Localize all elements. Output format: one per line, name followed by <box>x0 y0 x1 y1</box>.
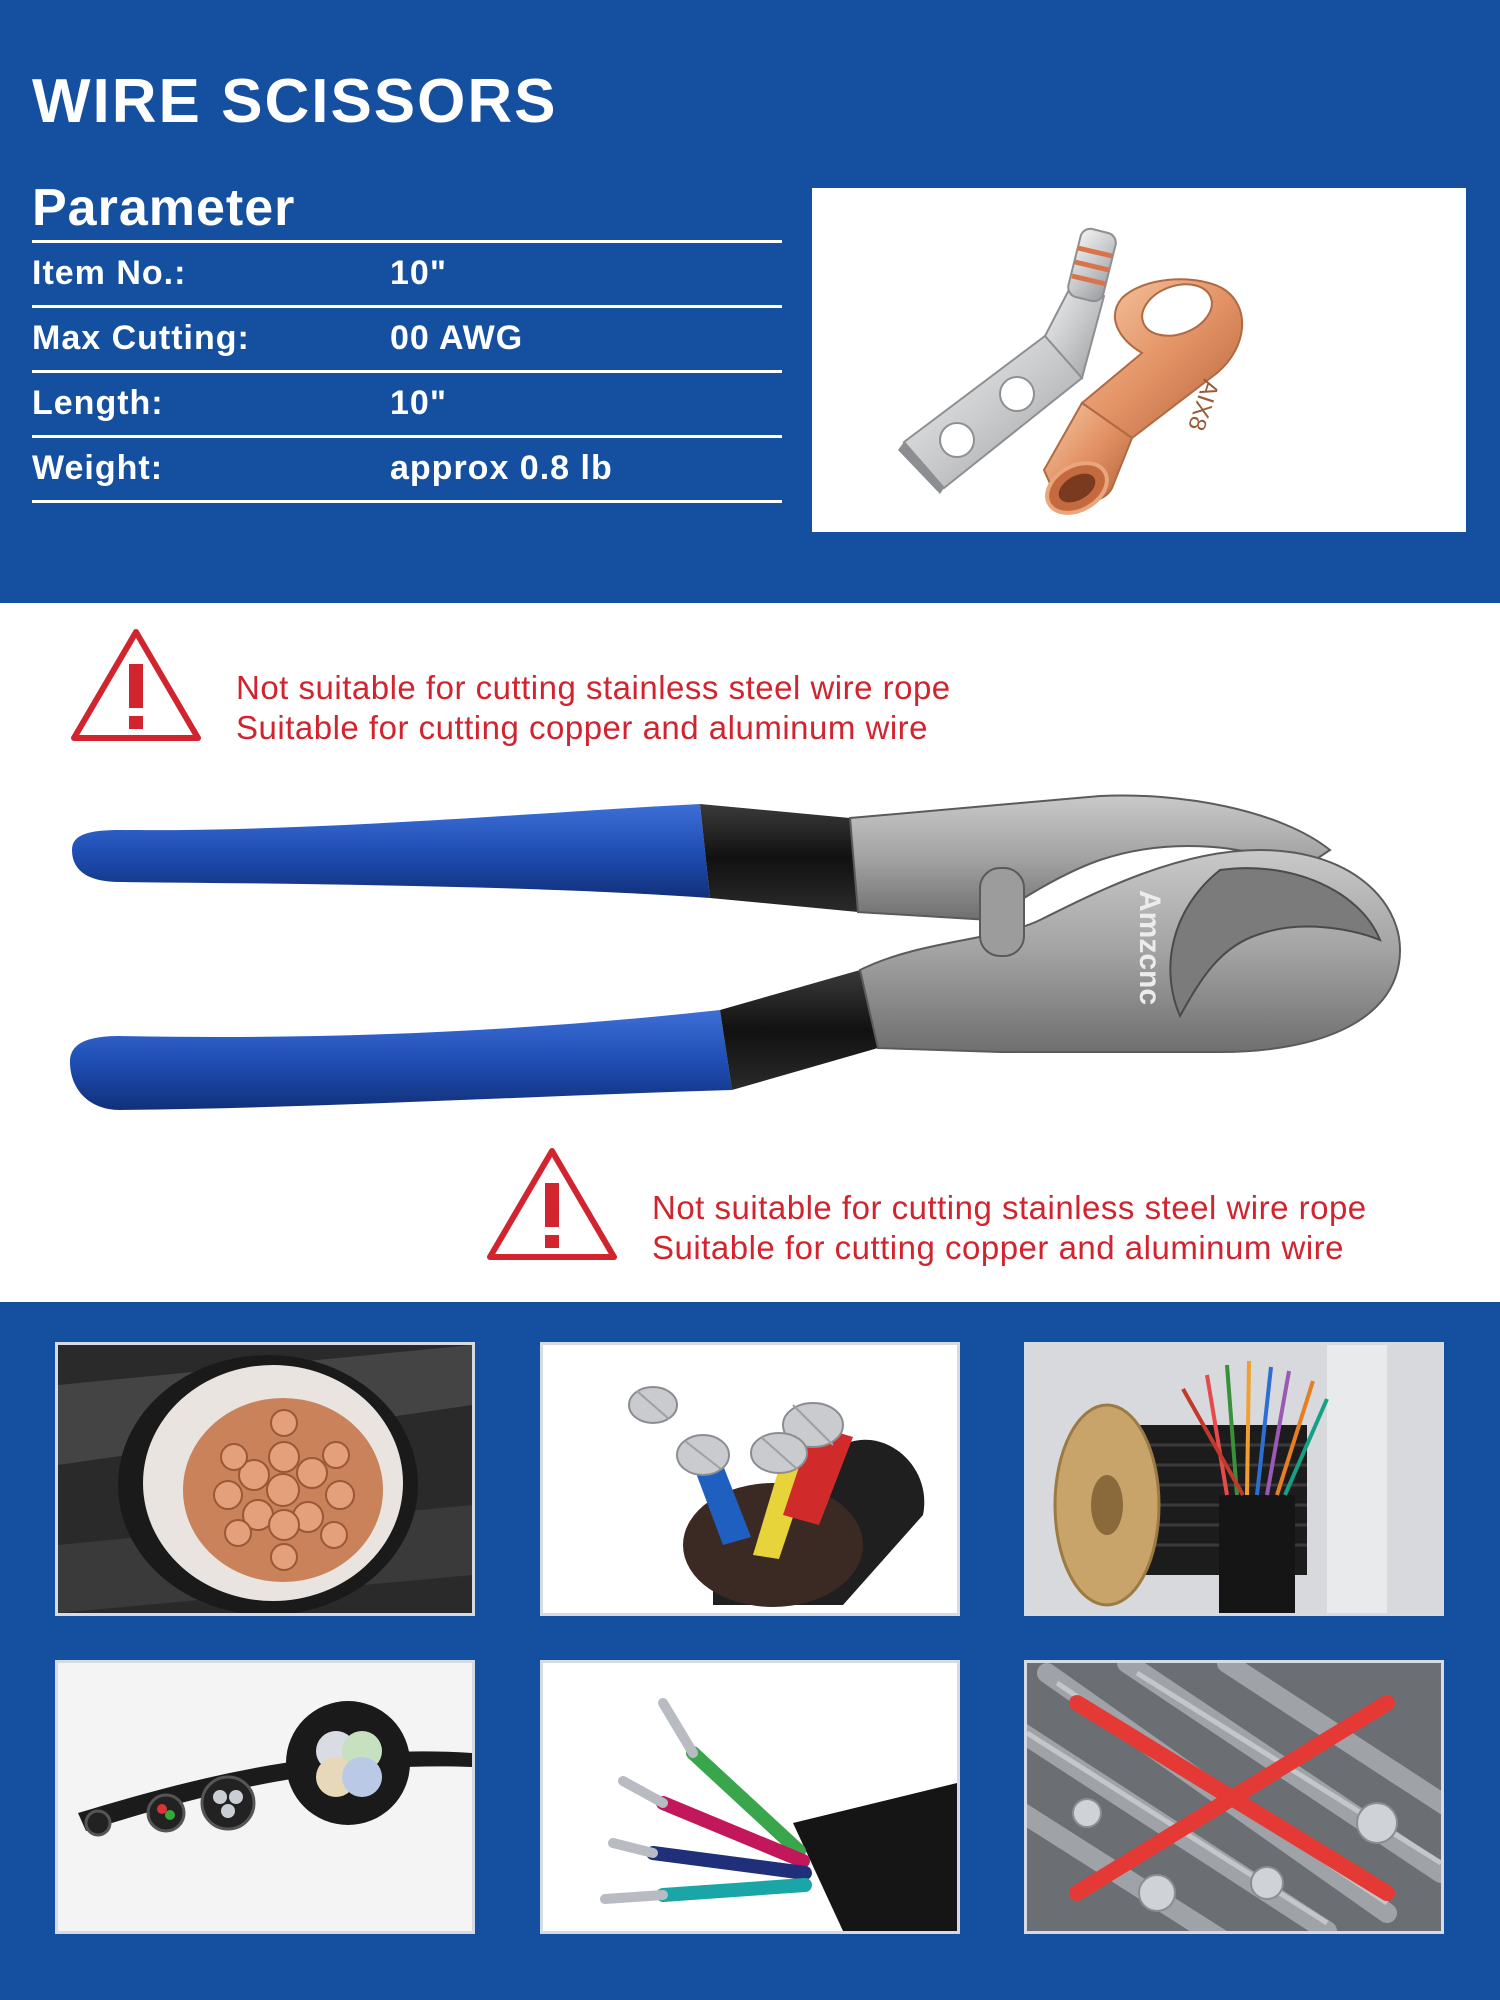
parameter-table <box>32 240 782 503</box>
photo-steel-wire-rope <box>1024 1660 1444 1934</box>
param-row-weight <box>32 435 782 503</box>
photo-sheathed-cables <box>55 1660 475 1934</box>
param-value: 00 AWG <box>390 319 524 357</box>
applications-panel <box>0 1302 1500 2000</box>
param-row-length <box>32 370 782 435</box>
warning-triangle-icon <box>68 626 204 744</box>
param-row-item-no <box>32 240 782 305</box>
param-label: Weight: <box>32 449 164 487</box>
brand-engraving: Amzcnc <box>1133 890 1166 1006</box>
parameter-heading: Parameter <box>32 179 296 237</box>
warning-line: Suitable for cutting copper and aluminum wire <box>236 709 929 746</box>
warning-line: Not suitable for cutting stainless steel wire rope <box>652 1189 1367 1226</box>
warning-line: Not suitable for cutting stainless steel wire rope <box>236 669 951 706</box>
photo-stripped-wires <box>540 1660 960 1934</box>
cable-cutter-image <box>60 790 1450 1120</box>
spec-panel <box>0 0 1500 603</box>
lug-engraving: AIX8 <box>1182 376 1224 434</box>
param-value: approx 0.8 lb <box>390 449 613 487</box>
photo-aluminum-cable <box>540 1342 960 1616</box>
param-label: Length: <box>32 384 164 422</box>
param-value: 10" <box>390 384 447 422</box>
photo-copper-core-cable <box>55 1342 475 1616</box>
param-value: 10" <box>390 254 447 292</box>
warning-text-bottom <box>652 1188 1367 1268</box>
warning-triangle-icon <box>484 1145 620 1263</box>
page-title: WIRE SCISSORS <box>32 67 558 136</box>
lugs-image <box>812 188 1466 532</box>
param-label: Max Cutting: <box>32 319 250 357</box>
warning-text-top <box>236 668 951 748</box>
photo-cable-reel <box>1024 1342 1444 1616</box>
warning-line: Suitable for cutting copper and aluminum wire <box>652 1229 1345 1266</box>
param-label: Item No.: <box>32 254 187 292</box>
param-row-max-cutting <box>32 305 782 370</box>
